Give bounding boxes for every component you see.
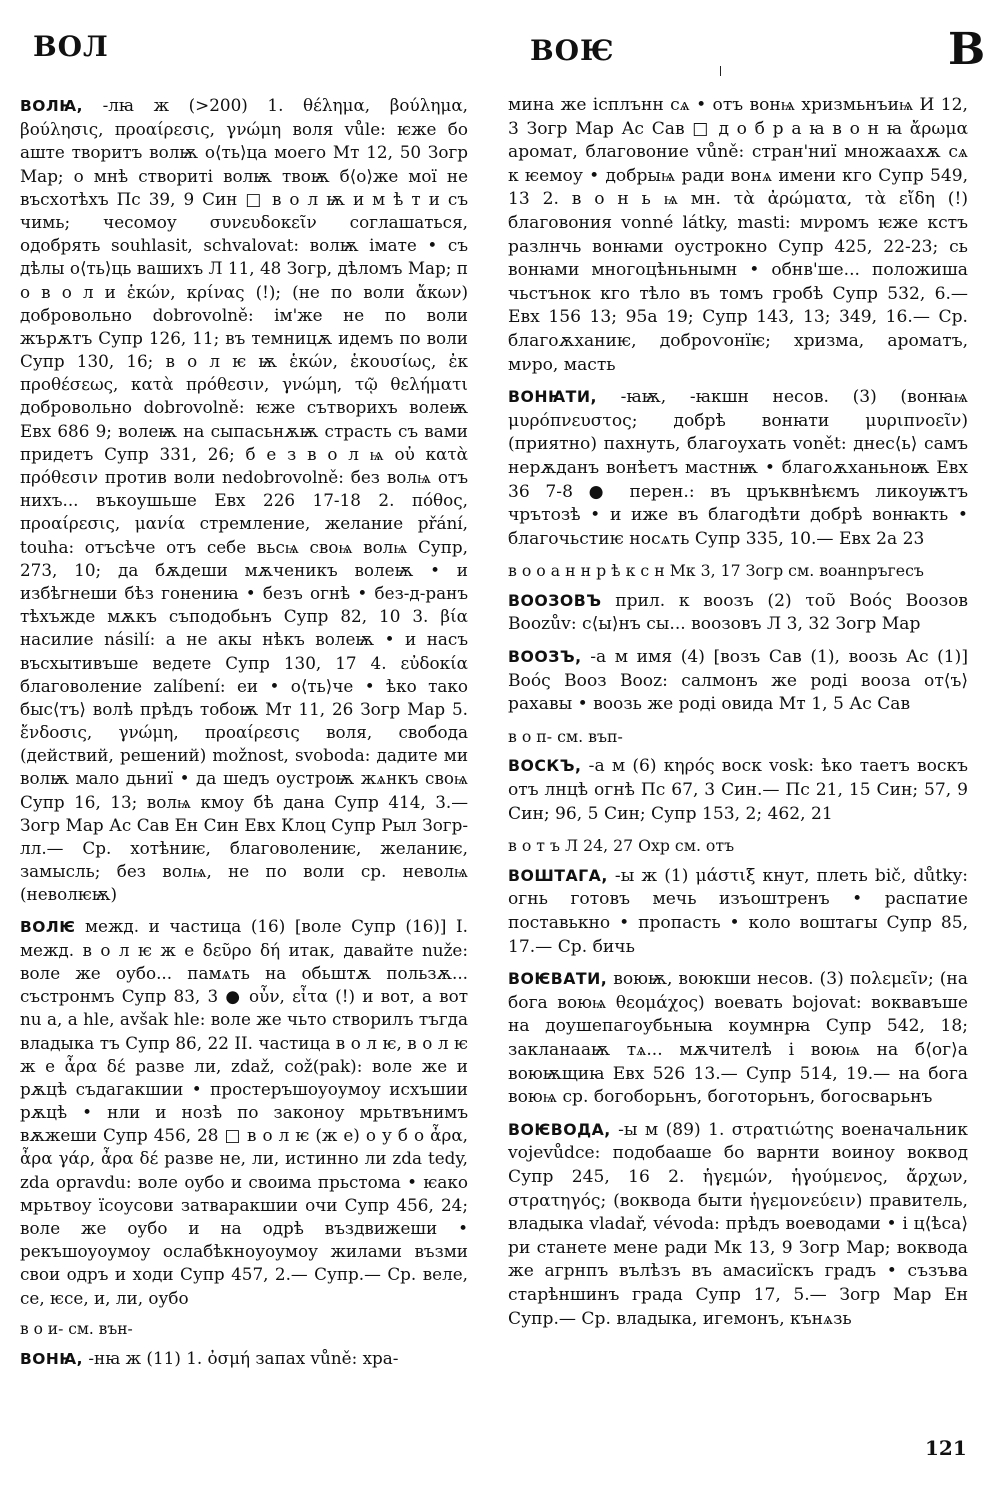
entry-vosk: [508, 754, 968, 826]
page-number: 121: [925, 1436, 967, 1460]
print-mark: [720, 66, 721, 76]
entry-body: -а м (6) κηρός воск vosk: ѣко таетъ воскъ отъ лнцѣ огнѣ Пс 67, 3 Син.— Пс 21, 15 Син; 57, 9 Син; 96, 5 Син; Супр 153, 2; 462, 21: [508, 756, 968, 824]
entry-body: -а м имя (4) [возъ Сав (1), воозь Ас (1)] Βοός Вооз Booz: салмонъ же роді вооза от⟨ъ⟩ рахавы • воозь же роді овида Мт 1, 5 Ас Сав: [508, 647, 968, 715]
entry-vonya: [20, 1347, 468, 1371]
left-column: [20, 94, 468, 1379]
entry-voozov: [508, 589, 968, 637]
entry-body: -ы ж (1) μάστιξ кнут, плеть bič, důtky: огнь готовъ мечь изъоштренъ • распатие поставькно • пропасть • коло воштагы Супр 85, 17.— Ср. бичь: [508, 865, 968, 957]
cross-reference: в о п- см. въп-: [508, 726, 623, 746]
section-letter: В: [948, 24, 986, 75]
headword: ВОШТАГА,: [508, 865, 608, 885]
running-head-left: ВОЛ: [33, 30, 109, 63]
headword: ВОНꙖ,: [20, 1349, 84, 1368]
entry-body: -ы м (89) 1. στρατιώτης военачальник vojevůdce: подобааше бо варнти воиноу воквод Супр 245, 16 2. ἡγεμών, ἡγούμενος, ἄρχων, στρατηγός; (воквода быти ἡγεμονεύειν) правитель, владыка vladař, vévoda: прѣдъ воеводами • і ц⟨ѣса⟩ри станете мене ради Мк 13, 9 Зогр Мар; воквода же агрнпъ вълѣзъ въ амасиїскъ градъ • съзъва старѣншинъ града Супр 17, 5.— Зогр Мар Ен Супр.— Ср. владыка, игемонъ, кънѧзь: [508, 1119, 968, 1329]
entry-continuation: мина же ісплънн сѧ • отъ вонѩ хризмьнъиѩ И 12, 3 Зогр Мар Ас Сав □ д о б р а ꙗ в о н ꙗ ἄρωμα аромат, благовоние vůně: стран'ниї множаахѫ сѧ к ѥемоу • добрыѩ ради вонѧ имени кго Супр 549, 13 2. в о н ь ѩ мн. τὰ ἀρώματα, τὰ εἴδη (!) благовония vonné látky, masti: мνромъ ѥже кстъ разлнчь вонꙗми оустрокно Супр 425, 22-23; сь вонꙗми многоцѣньнымн • обнв'ше... положиша чьстънок кго тѣло въ томъ гробѣ Супр 532, 6.— Евх 156 13; 95а 19; Супр 143, 13; 349, 16.— Ср. благоѫханиѥ, доброѵонїѥ; хризма, ароматъ, мνро, масть: [508, 95, 968, 375]
headword: ВОѤВАТИ,: [508, 969, 608, 989]
entry-vooz: [508, 645, 968, 717]
entry-body: -лꙗ ж (>200) 1. θέλημα, βούλημα, βούλησις, προαίρεσις, γνώμη воля vůle: ѥже бо аште творитъ волѭ о⟨ть⟩ца моего Мт 12, 50 Зогр Мар; о мнѣ створиті волѭ твоѭ б⟨о⟩же мої не въсхотѣхъ Пс 39, 9 Син □ в о л ѭ и м ѣ т и съ чимь; чесомоу συνευδοκεῖν соглашаться, одобрять souhlasit, schvalovat: волѭ імате • съ дѣлы о⟨ть⟩ць вашихъ Л 11, 48 Зогр, дѣломъ Мар; п о в о л и ἑκών, κρίνας (!); (не по воли ἄκων) добровольно dobrovolně: ім'же не по воли жърѫтъ Супр 126, 11; въ темницѫ идемъ по воли Супр 130, 16; в о л ѥ ѭ ἑκών, ἑκουσίως, ἐκ προθέσεως, κατὰ πρόθεσιν, γνώμη, τῷ θελήματι добровольно dobrovolně: ѥже сътворихъ волеѭ Евх 686 9; волеѭ на сыпасьнѫѭ страсть съ вами придетъ Супр 331, 26; б е з в о л ѩ οὐ κατὰ πρόθεσιν против воли nedobrovolně: без волѩ отъ нихъ... въкоушьше Евх 226 17-18 2. πόθος, προαίρεσις, μανία стремление, желание přání, touha: отъсѣче отъ себе вьсѩ своѩ волѩ Супр, 273, 10; да бѫдеши мѫченикъ волеѭ • и избѣгнеши бѣз гонениꙗ • безъ огнѣ • без-д-ранъ тѣхъжде мѫкъ съподобьнъ Супр 82, 10 3. βία насилие násilí: а не акы нѣкъ волеѭ • и насъ въсхытивъше ведете Супр 130, 17 4. εὐδοκία благоволение zalíbení: еи • о⟨ть⟩че • ѣко тако быс⟨тъ⟩ волѣ прѣдъ тобоѭ Мт 11, 26 Зогр Мар 5. ἔνδοσις, γνώμη, προαίρεσις воля, свобода (действий, решений) možnost, svoboda: дадите ми волѭ мало дьниї • да шедъ оустроѭ жѧнкъ своѩ Супр 16, 13; волѩ кмоу бѣ дана Супр 414, 3.— Зогр Мар Ас Сав Ен Син Евх Клоц Супр Рыл Зогр-лл.— Ср. хотѣниѥ, благоволениѥ, желаниѥ, замысль; без волѩ, не по воли ср. неволѩ (неволѥѭ): [20, 95, 468, 905]
entry-body: воюѭ, воюкши несов. (3) πολεμεῖν; (на бога воюѩ θεομάχος) воевать bojovat: воквавъше на доушепагоубьныꙗ коумнрꙗ Супр 542, 18; закланааѭ тѧ... мѫчителѣ і воюѩ на б⟨ог⟩а воюѭщиꙗ Евх 526 13.— Супр 514, 19.— на бога воюѩ ср. богоборьнъ, боготорьнъ, богосварьнъ: [508, 969, 968, 1108]
entry-body: -ꙗѭ, -ꙗкшн несов. (3) (вонꙗѩ μυρόπνευστος; добрѣ вонꙗти μυριπνοεῖν) (приятно) пахнуть, благоухать vonět: днес⟨ь⟩ самъ нерѫданъ вонѣетъ мастнѭ • благоѫханьноѭ Евх 36 7-8 ● перен.: въ цръквнѣѥмъ ликоуѭтъ чрътозѣ • и иже въ благодѣти добрѣ вонꙗкть • благочьстиѥ носѧть Супр 335, 10.— Евх 2а 23: [508, 387, 968, 549]
right-column: [508, 94, 968, 1339]
entry-voevati: [508, 967, 968, 1110]
headword: ВОСКЪ,: [508, 756, 582, 776]
headword: ВООЗЪ,: [508, 647, 582, 667]
headword: ВООЗОВЪ: [508, 590, 602, 610]
entry-body: межд. и частица (16) [воле Супр (16)] I. межд. в о л ѥ ж е δεῦρο δή итак, давайте nuže: воле же оубо... памѧть на обьштѫ пользѫ... състронмъ Супр 83, 3 ● οὖν, εἶτα (!) и вот, а вот nu a, a hle, avšak hle: воле же чьто створилъ тъгда владыка тъ Супр 86, 22 II. частица в о л ѥ, в о л ѥ ж е ἆρα δέ разве ли, zdaž, což(pak): воле же и рѫцѣ съдагакшии • простеръшоуоумоу исхъшии рѫцѣ • нли и нозѣ по законоу мрьтвънимъ вѫжеши Супр 456, 28 □ в о л ѥ (ж е) о у б о ἆρα, ἆρα γάρ, ἆρα δέ разве не, ли, истинно ли zda tedy, zda opravdu: воле оубо и своима прьстома • ѥако мрьтвоу їсоусови затваракшии очи Супр 456, 24; воле же оубо и на одрѣ въздвижеши • рекъшоуоумоу ослабѣкноуоумоу жилами възми свои одръ и ходи Супр 457, 2.— Супр.— Ср. веле, се, ѥсе, и, ли, оубо: [20, 915, 468, 1308]
entry-vonyati: [508, 385, 968, 551]
headword: ВОНꙖТИ,: [508, 387, 598, 407]
cross-reference: в о и- см. вън-: [20, 1319, 133, 1338]
entry-body: прил. к воозъ (2) τοῦ Βοός Воозов Boozův: с⟨ы⟩нъ сы... воозовъ Л 3, 32 Зогр Мар: [508, 590, 968, 635]
headword: ВОЛꙖ,: [20, 97, 83, 115]
entry-vole: [20, 915, 468, 1310]
entry-volya: [20, 94, 468, 907]
entry-body: -нꙗ ж (11) 1. ὀσμή запах vůně: хра-: [83, 1347, 399, 1368]
entry-voshtaga: [508, 864, 968, 959]
cross-reference: в о т ъ Л 24, 27 Охр см. отъ: [508, 836, 735, 856]
headword: ВОЛѤ: [20, 917, 76, 936]
headword: ВОѤВОДА,: [508, 1119, 611, 1139]
entry-voevoda: [508, 1118, 968, 1331]
cross-reference: в о о а н н р ѣ к с н Мк 3, 17 Зогр см. воанnръгесъ: [508, 561, 924, 581]
running-head-center: ВОѤ: [530, 34, 615, 67]
